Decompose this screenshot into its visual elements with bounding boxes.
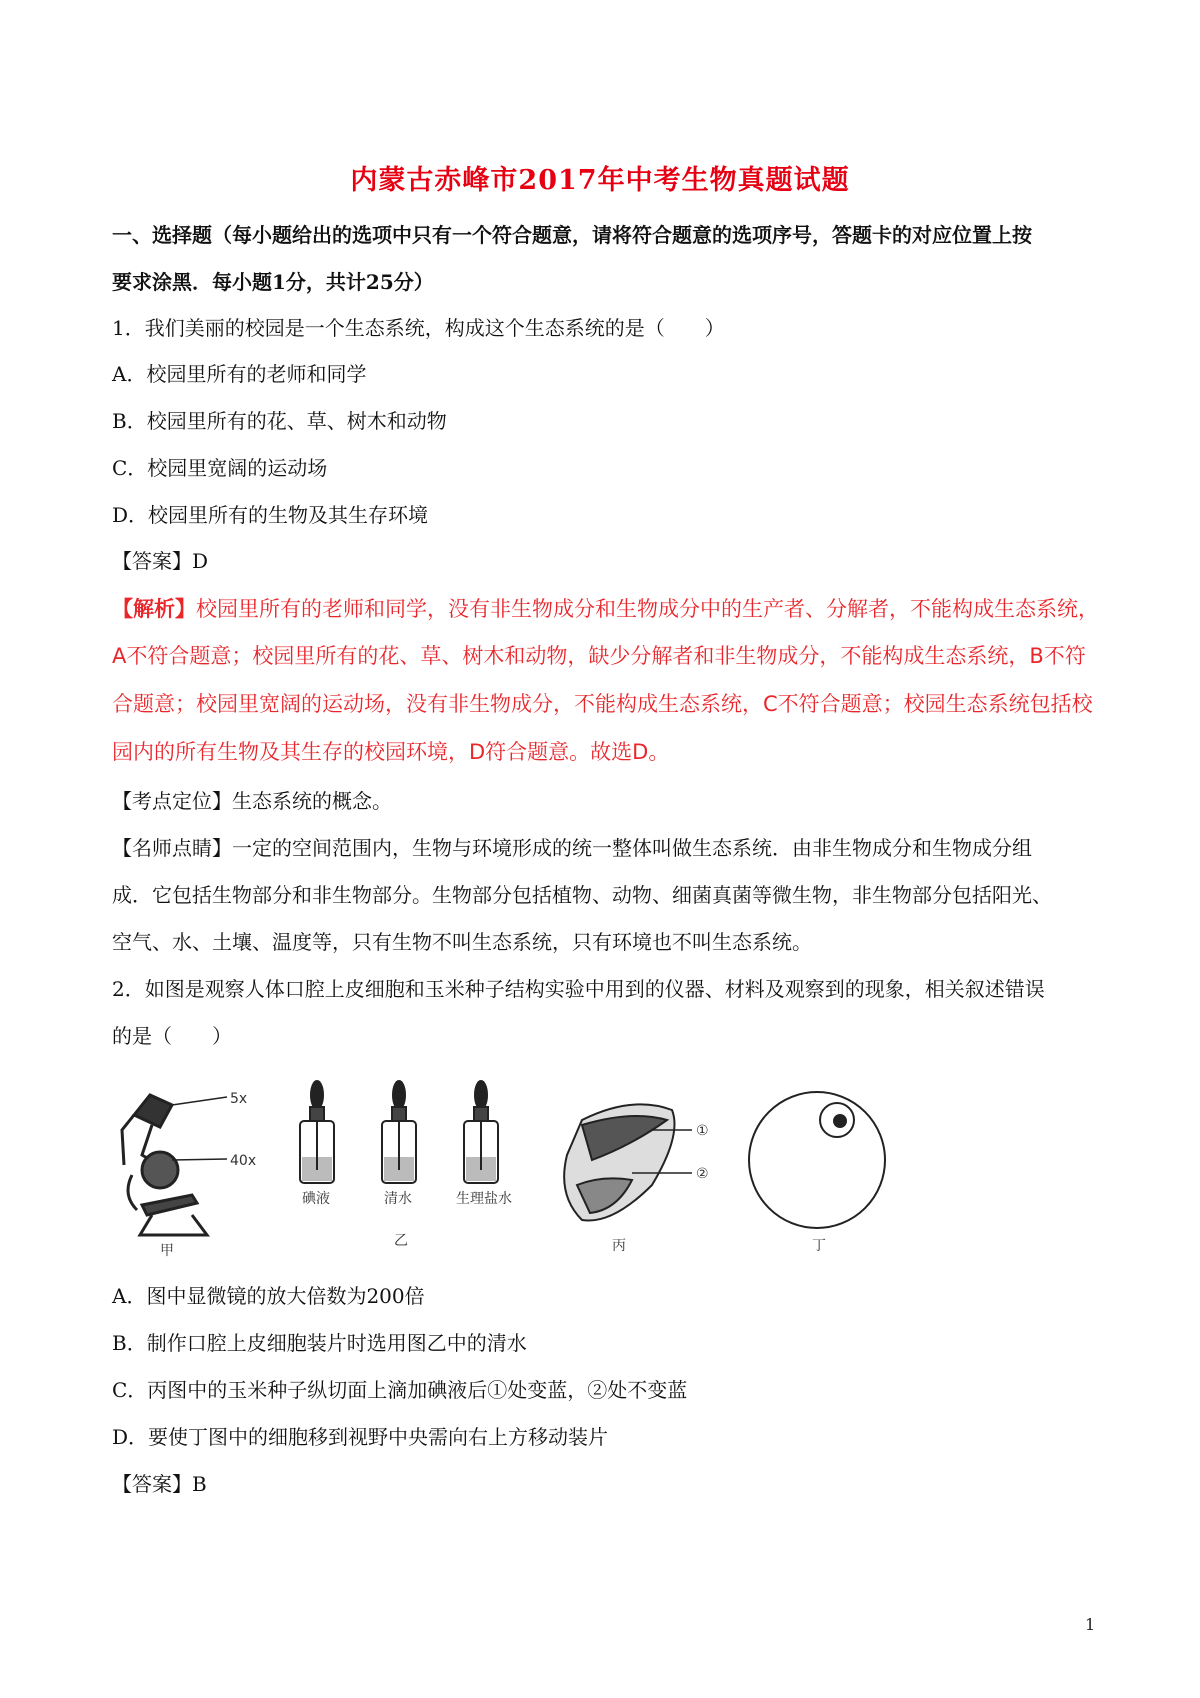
seed-mark-2: ② [696,1166,709,1182]
microscope-illustration [122,1095,227,1235]
question-2-stem-line1: 2．如图是观察人体口腔上皮细胞和玉米种子结构实验中用到的仪器、材料及观察到的现象，相关叙述错误 [112,977,1045,1001]
corn-seed-illustration [564,1104,692,1220]
question-1-analysis-line1 [112,597,1102,621]
section-heading-line2: 要求涂黑．每小题1分，共计25分） [112,270,434,294]
question-1-tips-line3: 空气、水、土壤、温度等，只有生物不叫生态系统，只有环境也不叫生态系统。 [112,930,812,954]
question-1-analysis-line3: 合题意；校园里宽阔的运动场，没有非生物成分，不能构成生态系统，C不符合题意；校园生态系统包括校 [112,692,1093,716]
panel-label-jia: 甲 [160,1243,174,1259]
question-1-answer: 【答案】D [112,549,209,573]
page-title: 内蒙古赤峰市2017年中考生物真题试题 [350,165,850,196]
question-1-tips-line2: 成．它包括生物部分和非生物部分。生物部分包括植物、动物、细菌真菌等微生物，非生物部分包括阳光、 [112,883,1052,907]
question-1-tips-line1: 【名师点睛】一定的空间范围内，生物与环境形成的统一整体叫做生态系统．由非生物成分和生物成分组 [112,836,1032,860]
saline-bottle [464,1081,498,1183]
question-1-option-b: B．校园里所有的花、草、树木和动物 [112,409,447,433]
panel-label-bing: 丙 [612,1238,626,1254]
iodine-bottle [300,1081,334,1183]
section-heading-line1: 一、选择题（每小题给出的选项中只有一个符合题意，请将符合题意的选项序号，答题卡的对应位置上按 [112,223,1032,247]
bottle-label-iodine: 碘液 [302,1191,330,1207]
field-of-view-illustration [749,1092,885,1228]
question-2-option-b: B．制作口腔上皮细胞装片时选用图乙中的清水 [112,1331,527,1355]
question-1-option-d: D．校园里所有的生物及其生存环境 [112,503,429,527]
question-1-analysis-line2: A不符合题意；校园里所有的花、草、树木和动物，缺少分解者和非生物成分，不能构成生态系统，B不符 [112,644,1086,668]
question-1-stem: 1．我们美丽的校园是一个生态系统，构成这个生态系统的是（ ） [112,316,725,340]
question-1-option-a: A．校园里所有的老师和同学 [112,362,367,386]
question-2-stem-line2: 的是（ ） [112,1024,232,1048]
panel-label-ding: 丁 [812,1238,826,1254]
analysis-text: 校园里所有的老师和同学，没有非生物成分和生物成分中的生产者、分解者，不能构成生态系统， [196,597,1099,621]
experiment-figure-svg [112,1075,912,1260]
question-1-point: 【考点定位】生态系统的概念。 [112,789,392,813]
bottle-label-saline: 生理盐水 [456,1191,512,1207]
objective-label: 40x [230,1153,257,1169]
question-1-analysis-line4: 园内的所有生物及其生存的校园环境，D符合题意。故选D。 [112,740,670,764]
water-bottle [382,1081,416,1183]
experiment-figure [112,1075,912,1260]
question-1-option-c: C．校园里宽阔的运动场 [112,456,328,480]
question-2-option-d: D．要使丁图中的细胞移到视野中央需向右上方移动装片 [112,1425,609,1449]
question-2-option-a: A．图中显微镜的放大倍数为200倍 [112,1284,425,1308]
analysis-tag: 【解析】 [112,597,196,621]
question-2-option-c: C．丙图中的玉米种子纵切面上滴加碘液后①处变蓝，②处不变蓝 [112,1378,688,1402]
dropper-bottles-illustration [300,1081,498,1183]
page-number: 1 [1085,1615,1096,1634]
panel-label-yi: 乙 [394,1233,408,1249]
question-2-answer: 【答案】B [112,1472,207,1496]
seed-mark-1: ① [696,1123,709,1139]
bottle-label-water: 清水 [384,1191,412,1207]
eyepiece-label: 5x [230,1091,248,1107]
